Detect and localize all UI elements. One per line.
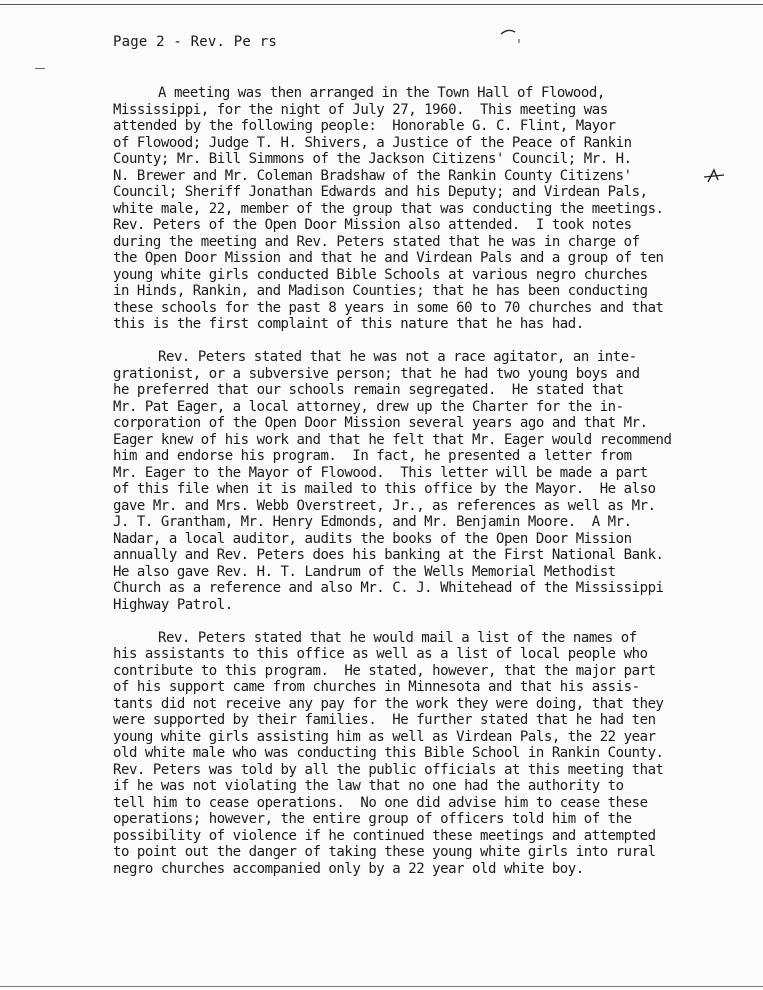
text-line: Rev. Peters stated that he was not a race agitator, an inte-	[158, 349, 637, 365]
text-line: Mississippi, for the night of July 27, 1960. This meeting was	[113, 101, 608, 118]
text-line: Eager knew of his work and that he felt that Mr. Eager would recommend	[113, 431, 672, 448]
text-line: of this file when it is mailed to this office by the Mayor. He also	[113, 481, 656, 497]
text-line: gave Mr. and Mrs. Webb Overstreet, Jr., as references as well as Mr.	[113, 497, 656, 514]
text-line: these schools for the past 8 years in some 60 to 70 churches and that	[113, 299, 664, 316]
text-line: this is the first complaint of this nature that he has had.	[113, 316, 584, 332]
text-line: if he was not violating the law that no one had the authority to	[113, 778, 624, 794]
text-line: his assistants to this office as well as a list of local people who	[113, 646, 648, 662]
text-line: operations; however, the entire group of officers told him of the	[113, 811, 632, 827]
text-line: Rev. Peters of the Open Door Mission also attended. I took notes	[113, 217, 632, 233]
paragraph-gap	[113, 613, 753, 630]
text-line: N. Brewer and Mr. Coleman Bradshaw of the Rankin County Citizens'	[113, 167, 632, 184]
text-line: negro churches accompanied only by a 22 year old white boy.	[113, 860, 584, 877]
text-line: Mr. Eager to the Mayor of Flowood. This letter will be made a part	[113, 464, 648, 481]
text-line: during the meeting and Rev. Peters stated that he was in charge of	[113, 233, 640, 250]
text-line: Nadar, a local auditor, audits the books of the Open Door Mission	[113, 530, 632, 547]
text-line: grationist, or a subversive person; that he had two young boys and	[113, 365, 640, 382]
letter-body	[113, 85, 753, 877]
text-line: to point out the danger of taking these young white girls into rural	[113, 844, 656, 860]
top-edge-rule	[0, 4, 763, 5]
text-line: Mr. Pat Eager, a local attorney, drew up the Charter for the in-	[113, 398, 624, 415]
text-line: Rev. Peters stated that he would mail a list of the names of	[158, 629, 637, 646]
paragraph-gap	[113, 333, 753, 350]
text-line: were supported by their families. He further stated that he had ten	[113, 712, 656, 728]
handwritten-annotation-mark	[702, 168, 726, 184]
text-line: corporation of the Open Door Mission several years ago and that Mr.	[113, 415, 648, 431]
text-line: of Flowood; Judge T. H. Shivers, a Justice of the Peace of Rankin	[113, 134, 632, 151]
text-line: annually and Rev. Peters does his banking at the First National Bank.	[113, 547, 664, 563]
text-line: white male, 22, member of the group that was conducting the meetings.	[113, 200, 664, 217]
bottom-edge-rule	[0, 986, 763, 987]
page-header: Page 2 - Rev. Pe rs	[113, 34, 277, 50]
text-line: old white male who was conducting this Bible School in Rankin County.	[113, 745, 664, 761]
text-line: of his support came from churches in Minnesota and that his assis-	[113, 679, 640, 695]
text-line: Church as a reference and also Mr. C. J. Whitehead of the Mississippi	[113, 580, 664, 596]
text-line: tell him to cease operations. No one did advise him to cease these	[113, 794, 648, 811]
text-line: Rev. Peters was told by all the public officials at this meeting that	[113, 761, 664, 778]
text-line: possibility of violence if he continued these meetings and attempted	[113, 827, 656, 844]
text-line: J. T. Grantham, Mr. Henry Edmonds, and Mr. Benjamin Moore. A Mr.	[113, 514, 632, 530]
text-line: he preferred that our schools remain segregated. He stated that	[113, 382, 624, 398]
text-line: the Open Door Mission and that he and Virdean Pals and a group of ten	[113, 250, 664, 266]
text-line: attended by the following people: Honorable G. C. Flint, Mayor	[113, 118, 616, 134]
text-line: young white girls assisting him as well as Virdean Pals, the 22 year	[113, 728, 656, 745]
handwritten-mark-header	[500, 28, 522, 44]
text-line: He also gave Rev. H. T. Landrum of the Wells Memorial Methodist	[113, 563, 616, 580]
text-line: contribute to this program. He stated, however, that the major part	[113, 662, 656, 679]
text-line: in Hinds, Rankin, and Madison Counties; that he has been conducting	[113, 283, 648, 299]
text-line: Council; Sheriff Jonathan Edwards and his Deputy; and Virdean Pals,	[113, 184, 648, 200]
text-line: tants did not receive any pay for the work they were doing, that they	[113, 695, 664, 712]
text-line: Highway Patrol.	[113, 596, 233, 613]
text-line: A meeting was then arranged in the Town Hall of Flowood,	[158, 85, 605, 101]
text-line: him and endorse his program. In fact, he presented a letter from	[113, 448, 632, 464]
text-line: County; Mr. Bill Simmons of the Jackson Citizens' Council; Mr. H.	[113, 151, 632, 167]
text-line: young white girls conducted Bible Schools at various negro churches	[113, 266, 648, 283]
margin-dash	[35, 68, 45, 69]
